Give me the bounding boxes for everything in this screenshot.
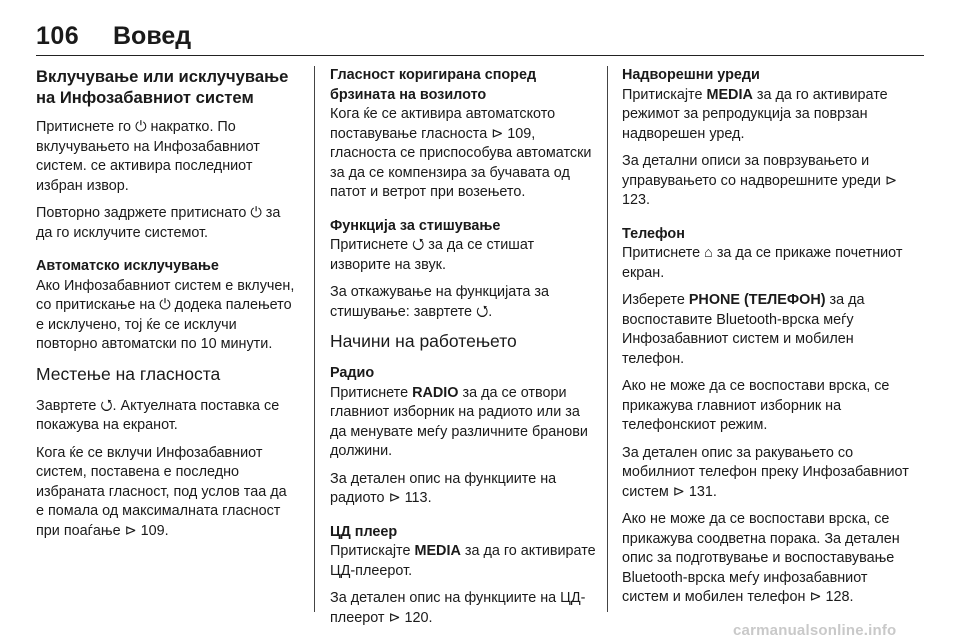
paragraph: Притиснете го ⏻ накратко. По вклучувањето на Инфозабавниот систем. се активира последниот избран извор. [36,119,260,194]
paragraph: Ако не може да се воспостави врска, се прикажува главниот изборник на телефонскиот режим. [622,378,890,433]
paragraph: Притиснете ⌂ за да се прикаже почетниот екран. [622,245,903,281]
page-reference-icon: ⊳ [809,589,822,605]
paragraph: За откажување на функцијата за стишување: завртете ⭯. [330,283,596,322]
heading-onoff: Вклучување или исклучување на Инфозабавниот систем [36,67,289,107]
media-key: MEDIA [706,86,753,103]
column-divider [607,66,608,612]
heading-phone: Телефон [622,225,685,242]
phone-key: PHONE (ТЕЛЕФОН) [688,292,826,308]
heading-volume: Местење на гласноста [36,363,221,384]
volume-knob-icon: ⭯ [412,237,425,253]
paragraph: За детален опис за ракувањето со мобилниот телефон преку Инфозабавниот систем ⊳ 131. [622,444,912,503]
paragraph: Ако Инфозабавниот систем е вклучен, со притискање на ⏻ додека палењето е исклучено, тој ќе се исклучи повторно автоматски по 10 минути. [36,277,295,352]
page-reference-icon: ⊳ [672,483,685,500]
page-reference-icon: ⊳ [388,609,401,626]
radio-key: RADIO [412,384,459,401]
page-header [36,22,924,52]
heading-radio: Радио [330,365,375,381]
column-divider [314,66,315,612]
paragraph: Притискајте MEDIA за да го активирате ЦД-плеерот. [330,543,596,579]
heading-cd: ЦД плеер [330,523,398,540]
heading-auto-off: Автоматско исклучување [36,258,219,274]
volume-knob-icon: ⭯ [100,397,113,414]
watermark: carmanualsonline.info [733,622,897,639]
paragraph: За детален опис на функциите на ЦД-плеерот ⊳ 120. [330,589,596,628]
page-reference-icon: ⊳ [884,172,898,189]
column-1 [36,66,298,549]
column-3 [622,66,912,616]
paragraph: Притискајте MEDIA за да го активирате режимот за репродукција за поврзан надворешен уред. [622,86,888,142]
paragraph: За детален опис на функциите на радиото ⊳ 113. [330,470,596,509]
header-rule [36,55,924,56]
paragraph: Притиснете RADIO за да се отвори главниот изборник на радиото или за да менувате меѓу различните бранови должини. [330,384,588,459]
home-icon: ⌂ [704,245,713,261]
paragraph: Повторно задржете притиснато ⏻ за да го исклучите системот. [36,205,281,241]
heading-external: Надворешни уреди [622,67,760,83]
power-icon: ⏻ [159,297,171,313]
paragraph: Ако не може да се воспостави врска, се прикажува соодветна порака. За детален опис за подготвување и воспоставување Bluetooth-врска меѓу инфозабавниот систем и мобилен телефон ⊳ 128. [622,510,912,608]
heading-modes: Начини на работењето [330,331,517,351]
page-number: 106 [36,22,80,50]
page-reference-icon: ⊳ [124,522,137,539]
power-icon: ⏻ [135,119,147,135]
power-icon: ⏻ [250,205,262,221]
media-key: MEDIA [414,543,461,559]
paragraph: Кога ќе се вклучи Инфозабавниот систем, поставена е последно избраната гласност, под услов таа да е помала од максималната гласност при поаѓање ⊳ 109. [36,444,298,542]
paragraph: Притиснете ⭯ за да се стишат изворите на звук. [330,237,535,273]
heading-mute: Функција за стишување [330,217,501,234]
page-reference-icon: ⊳ [491,125,504,142]
heading-speed-volume: Гласност коригирана според брзината на возилото [330,67,537,103]
paragraph: Завртете ⭯. Актуелната поставка се покажува на екранот. [36,397,280,433]
chapter-title: Вовед [113,22,192,50]
paragraph: За детални описи за поврзувањето и управувањето со надворешните уреди ⊳ 123. [622,153,898,208]
column-2 [330,66,596,636]
volume-knob-icon: ⭯ [476,303,489,320]
paragraph: Изберете PHONE (ТЕЛЕФОН) за да воспоставите Bluetooth-врска меѓу Инфозабавниот систем и мобилен телефон. [622,292,865,367]
page-reference-icon: ⊳ [388,490,401,506]
paragraph: Кога ќе се активира автоматското поставување гласноста ⊳ 109, гласноста се приспособува автоматски за да се компензира за бучавата од патот и ветрот при возењето. [330,106,592,200]
